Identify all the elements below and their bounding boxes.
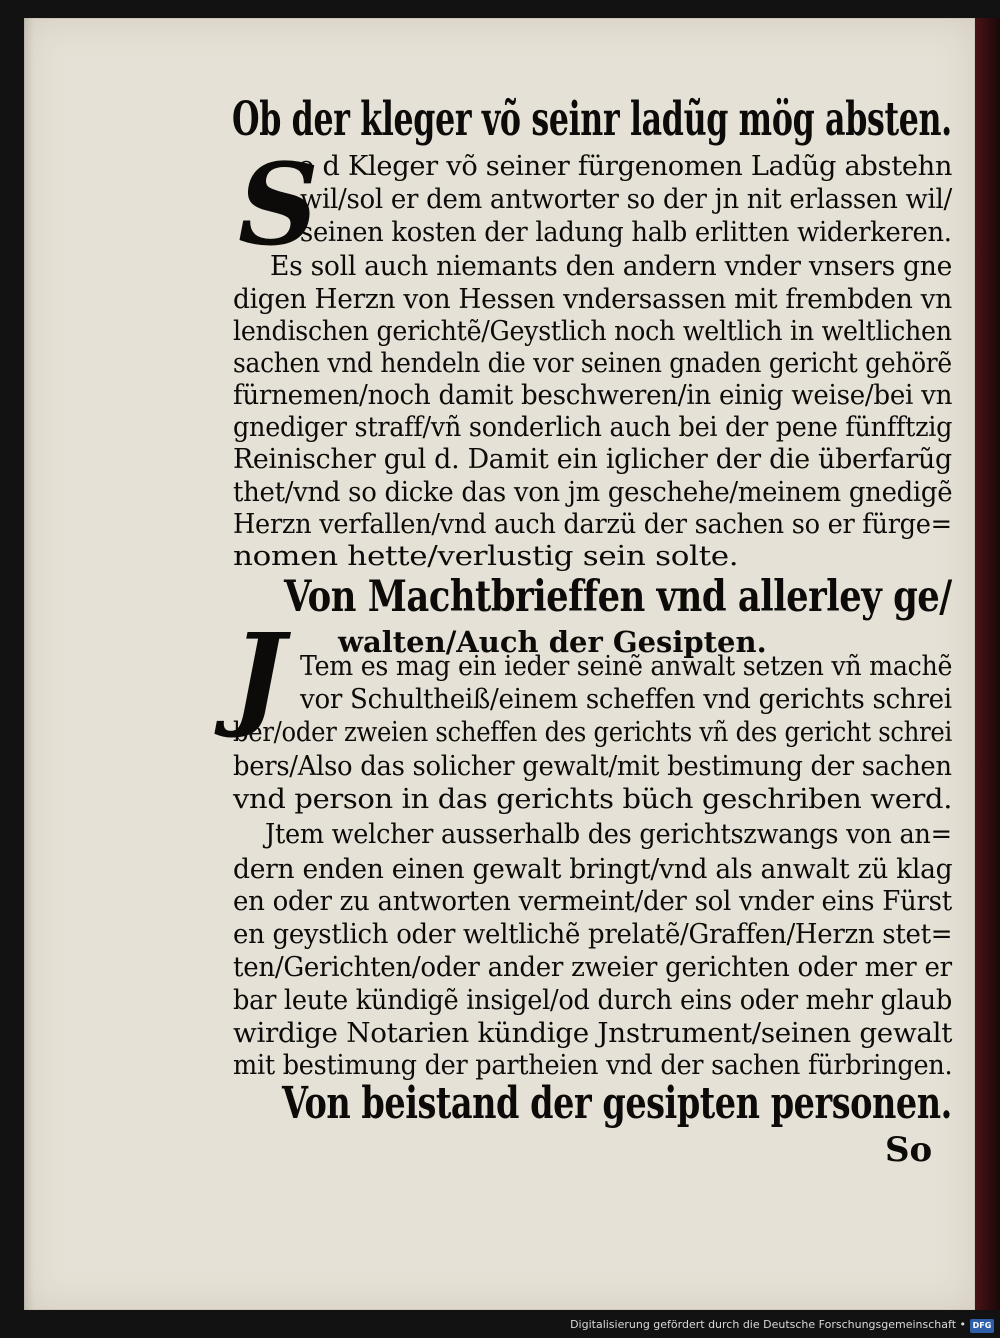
text-line: vor Schultheiß/einem scheffen vnd gerichts schrei	[300, 684, 952, 715]
text-line: o d Kleger võ seiner fürgenomen Ladũg abstehn	[298, 151, 953, 182]
text-line: ten/Gerichten/oder ander zweier gerichten oder mer er	[233, 952, 952, 983]
text-line: Herzn verfallen/vnd auch darzü der sachen so er fürge=	[233, 509, 952, 540]
text-line: ber/oder zweien scheffen des gerichts vñ des gericht schrei	[233, 717, 952, 748]
dropcap-s: S	[238, 140, 319, 271]
book-cover-edge	[975, 18, 1000, 1310]
text-line: wil/sol er dem antworter so der jn nit erlassen wil/	[300, 184, 953, 215]
text-line: Reinischer gul d. Damit ein iglicher der die überfarũg	[233, 444, 952, 475]
text-line: mit bestimung der partheien vnd der sachen fürbringen.	[233, 1050, 953, 1081]
text-line: en geystlich oder weltlichẽ prelatẽ/Graffen/Herzn stet=	[233, 919, 953, 950]
text-line: fürnemen/noch damit beschweren/in einig weise/bei vn	[233, 380, 953, 411]
text-line: lendischen gerichtẽ/Geystlich noch weltlich in weltlichen	[233, 316, 952, 347]
text-line: en oder zu antworten vermeint/der sol vnder eins Fürst	[233, 886, 952, 917]
text-line: vnd person in das gerichts büch geschriben werd.	[233, 784, 953, 815]
text-line: seinen kosten der ladung halb erlitten widerkeren.	[300, 217, 952, 248]
text-line: dern enden einen gewalt bringt/vnd als anwalt zü klag	[233, 854, 953, 885]
text-line: Es soll auch niemants den andern vnder vnsers gne	[270, 251, 953, 282]
text-line: sachen vnd hendeln die vor seinen gnaden gericht gehörẽ	[233, 348, 952, 379]
text-line: gnediger straff/vñ sonderlich auch bei der pene fünfftzig	[233, 412, 953, 443]
page-gutter-shadow	[24, 18, 34, 1310]
text-line: nomen hette/verlustig sein solte.	[233, 541, 739, 572]
heading-von-machtbrieffen: Von Machtbrieffen vnd allerley ge/	[284, 572, 952, 622]
heading-von-machtbrieffen-continued: walten/Auch der Gesipten.	[338, 625, 767, 659]
text-line: Jtem welcher ausserhalb des gerichtszwangs von an=	[265, 819, 952, 850]
text-line: wirdige Notarien kündige Jnstrument/seinen gewalt	[233, 1018, 953, 1049]
text-line: digen Herzn von Hessen vndersassen mit frembden vn	[233, 284, 953, 315]
text-line: thet/vnd so dicke das von jm geschehe/meinem gnedigẽ	[233, 477, 953, 508]
text-line: Tem es mag ein ieder seinẽ anwalt setzen vñ machẽ	[300, 651, 953, 682]
heading-von-beistand: Von beistand der gesipten personen.	[282, 1078, 952, 1129]
dropcap-j: J	[232, 610, 285, 741]
text-line: bar leute kündigẽ insigel/od durch eins oder mehr glaub	[233, 985, 952, 1016]
heading-ob-der-kleger: Ob der kleger võ seinr ladũg mög absten.	[232, 92, 952, 147]
footer-bar	[0, 1310, 1000, 1338]
text-line: bers/Also das solicher gewalt/mit bestimung der sachen	[233, 751, 952, 782]
dfg-logo-icon: DFG	[970, 1319, 994, 1333]
catchword: So	[885, 1130, 933, 1170]
footer-credit: Digitalisierung gefördert durch die Deutsche Forschungsgemeinschaft •	[570, 1318, 966, 1331]
